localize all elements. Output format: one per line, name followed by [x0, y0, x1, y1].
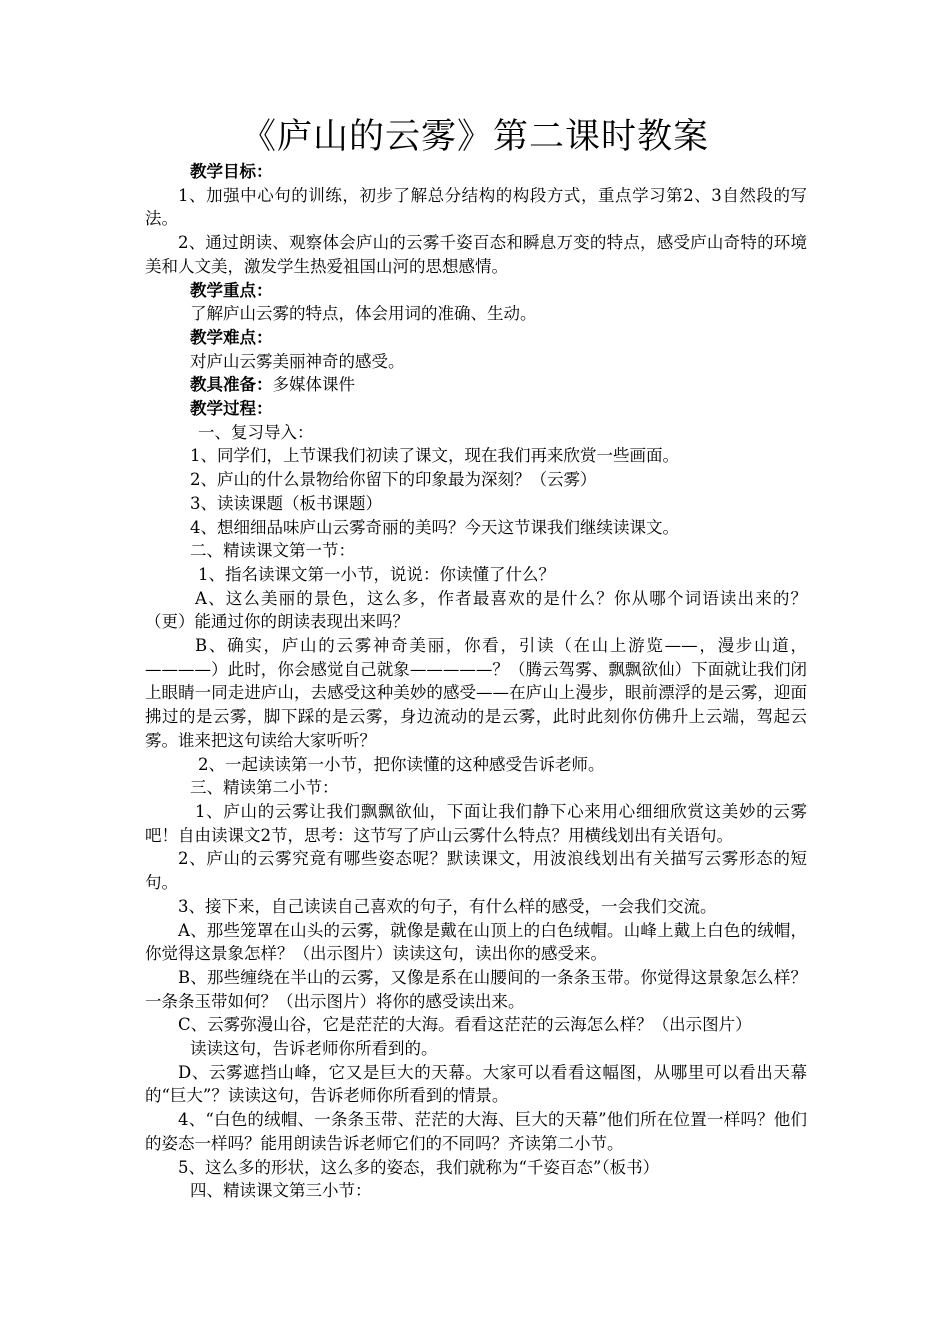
section-2-item-1a: A、这么美丽的景色，这么多，作者最喜欢的是什么？你从哪个词语读出来的？（更）能通过你的朗读表现出来吗？: [145, 588, 807, 632]
section-1-item-4: 4、想细细品味庐山云雾奇丽的美吗？今天这节课我们继续读课文。: [190, 517, 679, 537]
section-3-item-5: 5、这么多的形状，这么多的姿态，我们就称为“千姿百态”（板书）: [178, 1157, 660, 1177]
materials-heading: 教具准备：: [190, 375, 273, 395]
section-3-item-3d: D、云雾遮挡山峰，它又是巨大的天幕。大家可以看看这幅图，从哪里可以看出天幕的“巨大”？读读这句，告诉老师你所看到的情景。: [145, 1062, 807, 1106]
difficulty-heading: 教学难点：: [190, 327, 273, 347]
section-1-title: 一、复习导入：: [198, 422, 314, 442]
document-body: [145, 160, 807, 1203]
process-heading: 教学过程：: [190, 399, 273, 419]
section-3-title: 三、精读第二小节：: [190, 778, 339, 798]
objective-item-1: 1、加强中心句的训练，初步了解总分结构的构段方式，重点学习第2、3自然段的写法。: [145, 185, 807, 229]
key-point-heading: 教学重点：: [190, 280, 273, 300]
objectives-heading: 教学目标：: [190, 162, 273, 181]
objective-item-2: 2、通过朗读、观察体会庐山的云雾千姿百态和瞬息万变的特点，感受庐山奇特的环境美和人文美，激发学生热爱祖国山河的思想感情。: [145, 233, 807, 276]
section-1-item-1: 1、同学们，上节课我们初读了课文，现在我们再来欣赏一些画面。: [190, 446, 679, 466]
document-title: 《庐山的云雾》第二课时教案: [240, 117, 709, 157]
section-4-title: 四、精读课文第三小节：: [190, 1181, 372, 1201]
section-3-item-3c: C、云雾弥漫山谷，它是茫茫的大海。看看这茫茫的云海怎么样？（出示图片）: [178, 1015, 752, 1035]
section-2-title: 二、精读课文第一节：: [190, 541, 355, 561]
section-3-item-3a: A、那些笼罩在山头的云雾，就像是戴在山顶上的白色绒帽。山峰上戴上白色的绒帽，你觉得这景象怎样？（出示图片）读读这句，读出你的感受来。: [145, 920, 807, 964]
section-3-item-1: 1、庐山的云雾让我们飘飘欲仙，下面让我们静下心来用心细细欣赏这美妙的云雾吧！自由读课文2节，思考：这节写了庐山云雾什么特点？用横线划出有关语句。: [145, 801, 807, 845]
materials-line: [145, 373, 807, 397]
section-2-item-1b: B、确实，庐山的云雾神奇美丽，你看，引读（在山上游览——，漫步山道，————）此时，你会感觉自己就象—————？（腾云驾雾、飘飘欲仙）下面就让我们闭上眼睛一同走进庐山，去感受这种美妙的感受——在庐山上漫步，眼前漂浮的是云雾，迎面拂过的是云雾，脚下踩的是云雾，身边流动的是云雾，此时此刻你仿佛升上云端，驾起云雾。谁来把这句读给大家听听？: [145, 636, 807, 750]
section-3-item-3b: B、那些缠绕在半山的云雾，又像是系在山腰间的一条条玉带。你觉得这景象怎么样？一条条玉带如何？（出示图片）将你的感受读出来。: [145, 967, 807, 1011]
section-2-item-1: 1、指名读课文第一小节，说说：你读懂了什么？: [198, 564, 555, 584]
difficulty-text: 对庐山云雾美丽神奇的感受。: [190, 351, 405, 371]
section-2-item-2: 2、一起读读第一小节，把你读懂的这种感受告诉老师。: [198, 754, 605, 774]
section-3-item-2: 2、庐山的云雾究竟有哪些姿态呢？默读课文，用波浪线划出有关描写云雾形态的短句。: [145, 849, 807, 893]
section-3-item-4: 4、“白色的绒帽、一条条玉带、茫茫的大海、巨大的天幕”他们所在位置一样吗？他们的姿态一样吗？能用朗读告诉老师它们的不同吗？齐读第二小节。: [145, 1110, 807, 1153]
section-1-item-3: 3、读读课题（板书课题）: [190, 493, 382, 513]
section-3-item-3: 3、接下来，自己读读自己喜欢的句子，有什么样的感受，一会我们交流。: [178, 896, 717, 916]
key-point-text: 了解庐山云雾的特点，体会用词的准确、生动。: [190, 304, 537, 324]
section-1-item-2: 2、庐山的什么景物给你留下的印象最为深刻？（云雾）: [190, 470, 597, 490]
materials-text: 多媒体课件: [272, 375, 355, 395]
section-3-item-3c-note: 读读这句，告诉老师你所看到的。: [190, 1039, 438, 1059]
